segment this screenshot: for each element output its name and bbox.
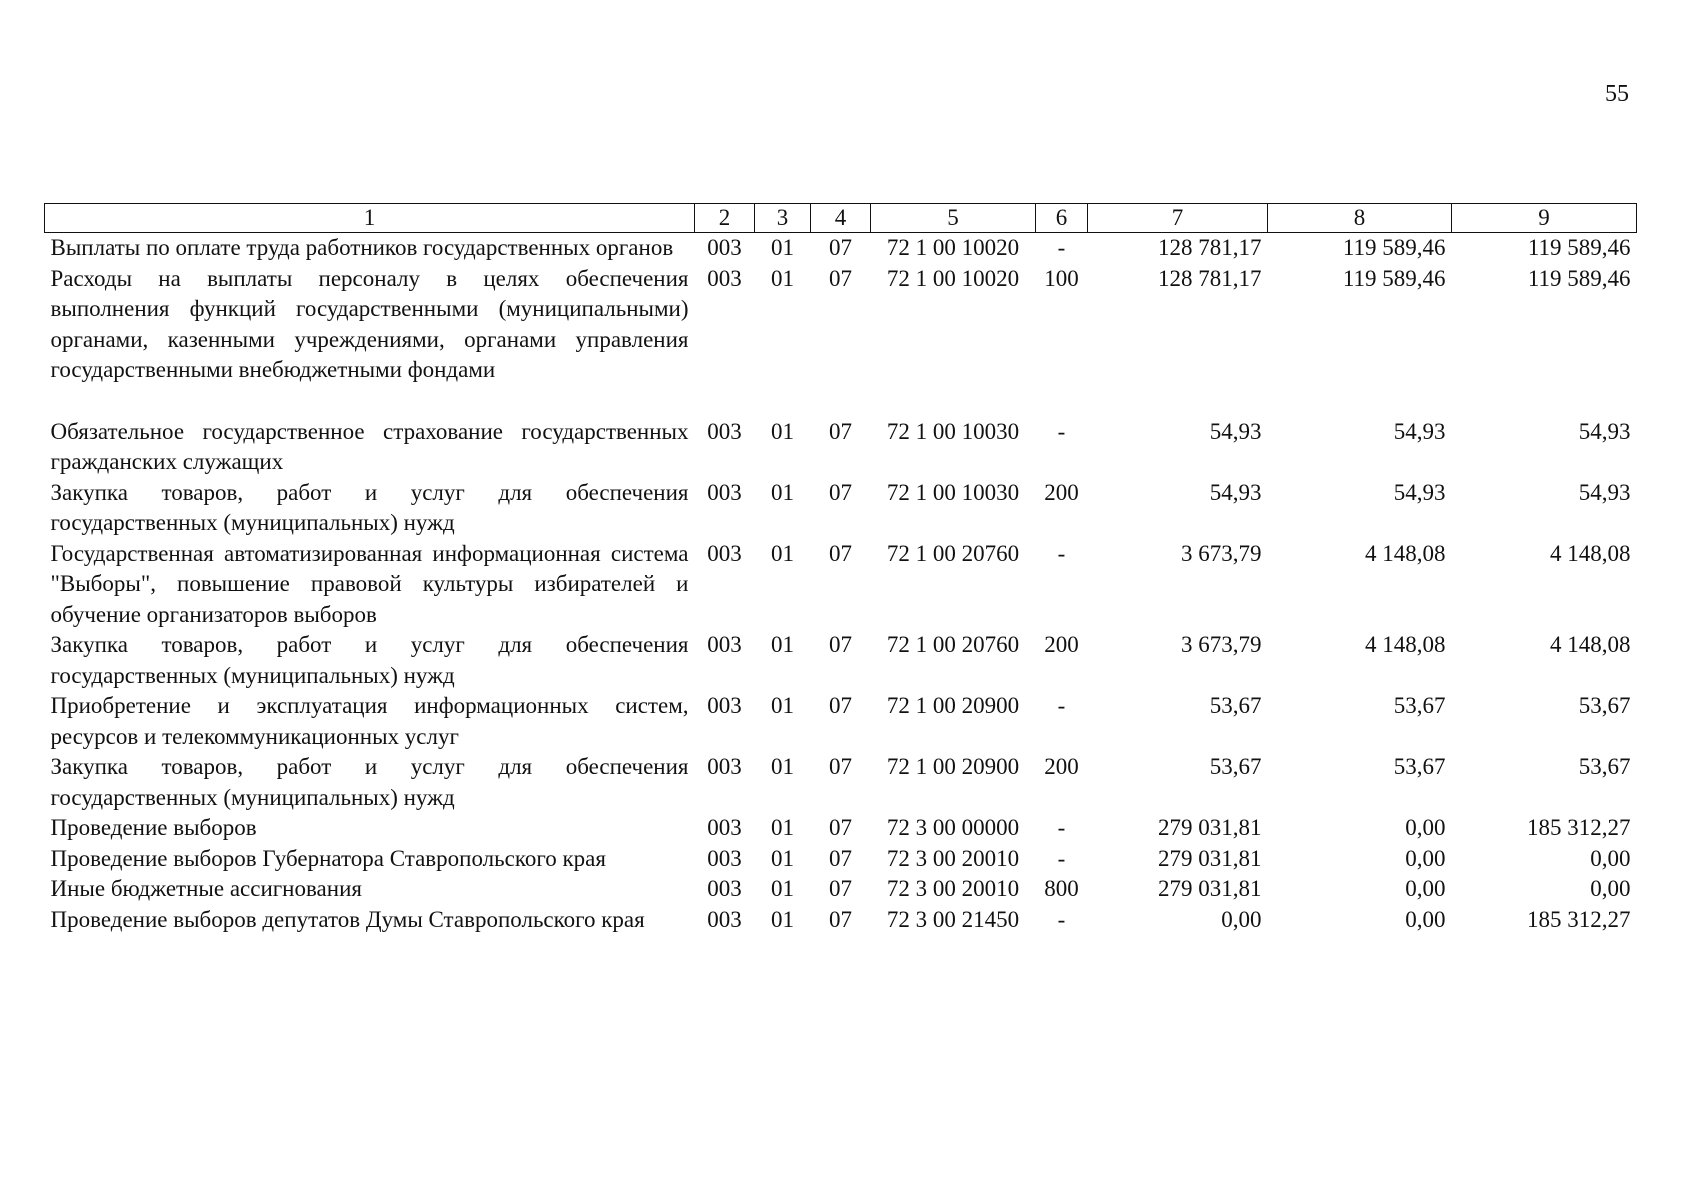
- row-code: 003: [707, 418, 742, 444]
- row-subsection: 07: [829, 265, 852, 291]
- row-code: 003: [707, 845, 742, 871]
- row-amount-8: 54,93: [1393, 418, 1446, 444]
- row-target-article: 72 1 00 20760: [886, 632, 1020, 657]
- row-target-article: 72 3 00 00000: [886, 815, 1020, 840]
- row-section: 01: [771, 235, 794, 260]
- row-description: Закупка товаров, работ и услуг для обеспечения государственных (муниципальных) нужд: [50, 632, 689, 688]
- row-code: 003: [707, 815, 742, 840]
- row-target-article: 72 1 00 20900: [886, 693, 1020, 718]
- row-amount-7: 279 031,81: [1158, 815, 1262, 840]
- row-description: Проведение выборов депутатов Думы Ставропольского края: [50, 906, 645, 932]
- row-expense-type: 200: [1044, 754, 1079, 779]
- row-expense-type: 800: [1044, 876, 1079, 901]
- row-expense-type: 200: [1044, 632, 1079, 657]
- row-section: 01: [771, 693, 794, 718]
- row-subsection: 07: [829, 845, 852, 871]
- row-subsection: 07: [829, 479, 852, 505]
- table-row: [45, 813, 1637, 844]
- row-description: Обязательное государственное страхование государственных гражданских служащих: [50, 418, 689, 474]
- row-amount-9: 119 589,46: [1527, 265, 1631, 291]
- row-target-article: 72 1 00 10020: [886, 265, 1020, 291]
- col-header: 1: [45, 204, 695, 233]
- row-code: 003: [707, 632, 742, 657]
- row-expense-type: -: [1057, 693, 1066, 718]
- row-code: 003: [707, 479, 742, 505]
- row-target-article: 72 3 00 20010: [886, 845, 1020, 871]
- row-amount-9: 53,67: [1578, 754, 1631, 779]
- row-amount-9: 185 312,27: [1527, 906, 1631, 932]
- row-amount-8: 119 589,46: [1342, 235, 1446, 260]
- table-row: [45, 630, 1637, 691]
- row-target-article: 72 1 00 10030: [886, 418, 1020, 444]
- table-row: [45, 233, 1637, 264]
- row-subsection: 07: [829, 235, 852, 260]
- row-code: 003: [707, 876, 742, 901]
- row-amount-8: 0,00: [1405, 845, 1446, 871]
- row-amount-9: 53,67: [1578, 693, 1631, 718]
- table-row: [45, 386, 1637, 478]
- row-description: Закупка товаров, работ и услуг для обеспечения государственных (муниципальных) нужд: [50, 479, 689, 535]
- row-amount-7: 128 781,17: [1158, 265, 1262, 291]
- row-target-article: 72 1 00 10020: [886, 235, 1020, 260]
- header-row: [45, 204, 1637, 233]
- row-expense-type: 200: [1044, 479, 1079, 505]
- row-target-article: 72 3 00 21450: [886, 906, 1020, 932]
- row-description: Выплаты по оплате труда работников государственных органов: [50, 235, 674, 260]
- row-section: 01: [771, 815, 794, 840]
- row-amount-9: 54,93: [1578, 418, 1631, 444]
- row-target-article: 72 1 00 10030: [886, 479, 1020, 505]
- col-header: 7: [1088, 204, 1268, 233]
- row-description: Иные бюджетные ассигнования: [50, 876, 362, 901]
- row-amount-7: 279 031,81: [1158, 845, 1262, 871]
- row-amount-8: 53,67: [1393, 693, 1446, 718]
- table-row: [45, 691, 1637, 752]
- row-subsection: 07: [829, 906, 852, 932]
- row-amount-9: 119 589,46: [1527, 235, 1631, 260]
- row-section: 01: [771, 632, 794, 657]
- row-code: 003: [707, 906, 742, 932]
- row-subsection: 07: [829, 693, 852, 718]
- row-amount-9: 185 312,27: [1527, 815, 1631, 840]
- row-amount-9: 4 148,08: [1550, 632, 1631, 657]
- row-subsection: 07: [829, 815, 852, 840]
- table-row: [45, 539, 1637, 631]
- row-section: 01: [771, 754, 794, 779]
- row-amount-7: 0,00: [1221, 906, 1262, 932]
- row-amount-8: 0,00: [1405, 906, 1446, 932]
- table-row: [45, 844, 1637, 875]
- row-amount-8: 4 148,08: [1365, 632, 1446, 657]
- row-code: 003: [707, 265, 742, 291]
- row-expense-type: -: [1057, 540, 1066, 566]
- row-code: 003: [707, 540, 742, 566]
- row-target-article: 72 1 00 20900: [886, 754, 1020, 779]
- row-amount-8: 0,00: [1405, 876, 1446, 901]
- row-subsection: 07: [829, 876, 852, 901]
- row-target-article: 72 3 00 20010: [886, 876, 1020, 901]
- row-subsection: 07: [829, 540, 852, 566]
- table-row: [45, 478, 1637, 539]
- row-amount-7: 3 673,79: [1181, 632, 1262, 657]
- col-header: 9: [1452, 204, 1637, 233]
- row-amount-9: 0,00: [1590, 876, 1631, 901]
- row-description: Закупка товаров, работ и услуг для обеспечения государственных (муниципальных) нужд: [50, 754, 689, 810]
- row-amount-7: 3 673,79: [1181, 540, 1262, 566]
- row-amount-9: 0,00: [1590, 845, 1631, 871]
- row-subsection: 07: [829, 754, 852, 779]
- budget-table: [44, 203, 1637, 935]
- row-amount-7: 54,93: [1209, 479, 1262, 505]
- col-header: 5: [871, 204, 1036, 233]
- row-section: 01: [771, 845, 794, 871]
- table-row: [45, 905, 1637, 936]
- table-row: [45, 752, 1637, 813]
- row-expense-type: -: [1057, 845, 1066, 871]
- col-header: 3: [755, 204, 811, 233]
- col-header: 6: [1036, 204, 1088, 233]
- row-code: 003: [707, 235, 742, 260]
- row-section: 01: [771, 906, 794, 932]
- row-description: Проведение выборов: [50, 815, 257, 840]
- table-row: [45, 874, 1637, 905]
- row-subsection: 07: [829, 418, 852, 444]
- row-amount-7: 128 781,17: [1158, 235, 1262, 260]
- row-amount-7: 53,67: [1209, 754, 1262, 779]
- row-amount-7: 279 031,81: [1158, 876, 1262, 901]
- row-description: Расходы на выплаты персоналу в целях обеспечения выполнения функций государственными (муниципальными) органами, казенными учреждениями, органами управления государственными внебюджетными фондами: [50, 265, 689, 382]
- row-amount-7: 54,93: [1209, 418, 1262, 444]
- row-section: 01: [771, 479, 794, 505]
- row-code: 003: [707, 693, 742, 718]
- row-subsection: 07: [829, 632, 852, 657]
- row-section: 01: [771, 265, 794, 291]
- row-description: Государственная автоматизированная информационная система "Выборы", повышение правовой культуры избирателей и обучение организаторов выборов: [50, 540, 689, 627]
- row-amount-8: 54,93: [1393, 479, 1446, 505]
- page-number: 55: [1605, 81, 1629, 107]
- row-target-article: 72 1 00 20760: [886, 540, 1020, 566]
- row-expense-type: 100: [1044, 265, 1079, 291]
- table-row: [45, 264, 1637, 386]
- col-header: 2: [695, 204, 755, 233]
- row-section: 01: [771, 418, 794, 444]
- row-amount-9: 54,93: [1578, 479, 1631, 505]
- row-expense-type: -: [1057, 815, 1066, 840]
- row-amount-8: 53,67: [1393, 754, 1446, 779]
- row-expense-type: -: [1057, 235, 1066, 260]
- col-header: 8: [1268, 204, 1452, 233]
- row-section: 01: [771, 876, 794, 901]
- row-description: Проведение выборов Губернатора Ставропольского края: [50, 845, 606, 871]
- row-amount-9: 4 148,08: [1550, 540, 1631, 566]
- row-section: 01: [771, 540, 794, 566]
- row-amount-8: 4 148,08: [1365, 540, 1446, 566]
- row-amount-7: 53,67: [1209, 693, 1262, 718]
- row-expense-type: -: [1057, 906, 1066, 932]
- row-amount-8: 0,00: [1405, 815, 1446, 840]
- col-header: 4: [811, 204, 871, 233]
- row-description: Приобретение и эксплуатация информационных систем, ресурсов и телекоммуникационных услуг: [50, 693, 689, 749]
- row-expense-type: -: [1057, 418, 1066, 444]
- row-code: 003: [707, 754, 742, 779]
- row-amount-8: 119 589,46: [1342, 265, 1446, 291]
